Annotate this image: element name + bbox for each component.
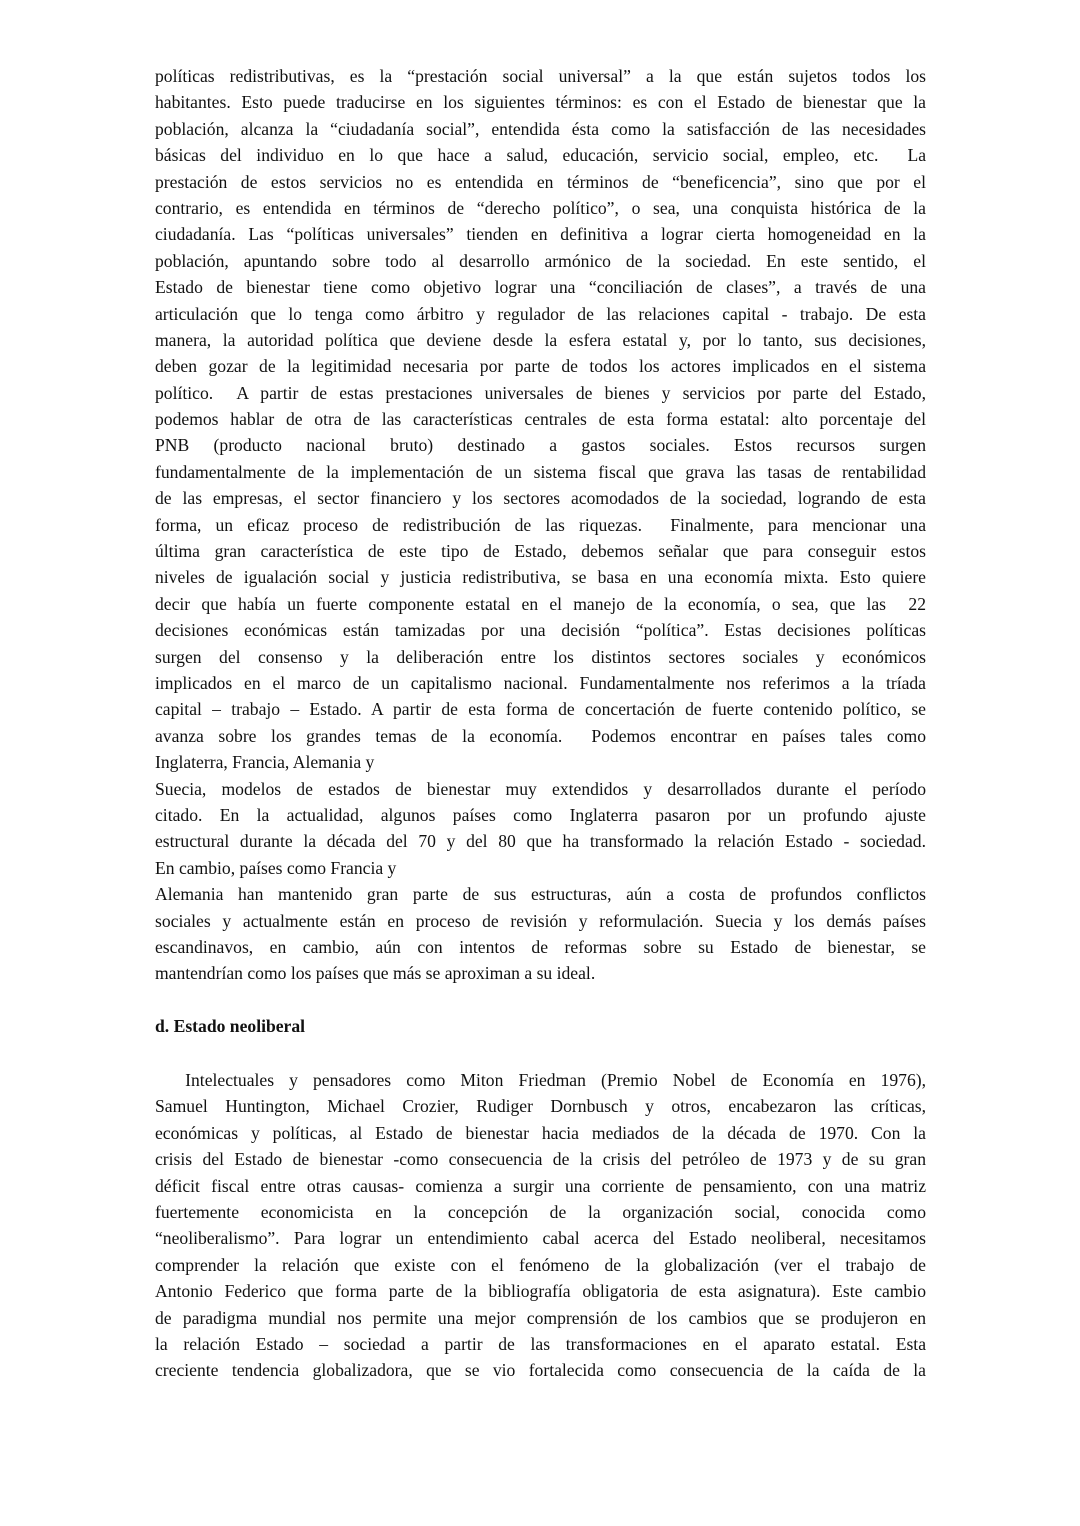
text-line: fuertemente economicista en la concepción de la organización social, conocida como (155, 1201, 926, 1222)
text-line: comprender la relación que existe con el fenómeno de la globalización (ver el trabajo de (155, 1254, 926, 1275)
text-line: decir que había un fuerte componente estatal en el manejo de la economía, o sea, que las 22 (155, 593, 926, 614)
text-line: de paradigma mundial nos permite una mejor comprensión de los cambios que se produjeron en (155, 1307, 926, 1328)
text-line: podemos hablar de otra de las características centrales de esta forma estatal: alto porcentaje del (155, 409, 926, 430)
text-line: Alemania han mantenido gran parte de sus estructuras, aún a costa de profundos conflictos (155, 884, 926, 905)
text-line: articulación que lo tenga como árbitro y regulador de las relaciones capital - trabajo. De esta (155, 303, 926, 324)
text-line: habitantes. Esto puede traducirse en los siguientes términos: es con el Estado de bienestar que la (155, 92, 926, 113)
text-line: última gran característica de este tipo de Estado, debemos señalar que para conseguir estos (155, 541, 926, 562)
text-line: “neoliberalismo”. Para lograr un entendimiento cabal acerca del Estado neoliberal, necesitamos (155, 1228, 926, 1249)
text-line: citado. En la actualidad, algunos países como Inglaterra pasaron por un profundo ajuste (155, 804, 926, 825)
text-line: Samuel Huntington, Michael Crozier, Rudiger Dornbusch y otros, encabezaron las críticas, (155, 1096, 926, 1117)
text-line: la relación Estado – sociedad a partir de las transformaciones en el aparato estatal. Esta (155, 1333, 926, 1354)
text-line: capital – trabajo – Estado. A partir de esta forma de concertación de fuerte contenido político, se (155, 699, 926, 720)
text-line: avanza sobre los grandes temas de la economía. Podemos encontrar en países tales como (155, 725, 926, 746)
text-line: mantendrían como los países que más se aproximan a su ideal. (155, 963, 596, 984)
text-line: ciudadanía. Las “políticas universales” tienden en definitiva a lograr cierta homogeneidad en la (155, 224, 926, 245)
text-line: Antonio Federico que forma parte de la bibliografía obligatoria de esta asignatura). Este cambio (155, 1281, 926, 1302)
text-line: deben gozar de la legitimidad necesaria por parte de todos los actores implicados en el sistema (155, 356, 926, 377)
text-line: escandinavos, en cambio, aún con intentos de reformas sobre su Estado de bienestar, se (155, 936, 926, 957)
text-line: población, alcanza la “ciudadanía social”, entendida ésta como la satisfacción de las necesidades (155, 118, 926, 139)
text-line: crisis del Estado de bienestar -como consecuencia de la crisis del petróleo de 1973 y de su gran (155, 1149, 926, 1170)
text-line: En cambio, países como Francia y (155, 857, 397, 878)
text-line: surgen del consenso y la deliberación entre los distintos sectores sociales y económicos (155, 646, 926, 667)
text-line: población, apuntando sobre todo al desarrollo armónico de la sociedad. En este sentido, el (155, 250, 926, 271)
text-line: forma, un eficaz proceso de redistribución de las riquezas. Finalmente, para mencionar una (155, 514, 926, 535)
text-line: económicas y políticas, al Estado de bienestar hacia mediados de la década de 1970. Con la (155, 1122, 926, 1143)
text-line: Suecia, modelos de estados de bienestar muy extendidos y desarrollados durante el período (155, 778, 926, 799)
text-line: fundamentalmente de la implementación de un sistema fiscal que grava las tasas de rentabilidad (155, 461, 926, 482)
text-line: creciente tendencia globalizadora, que se vio fortalecida como consecuencia de la caída de la (155, 1360, 926, 1381)
text-line: contrario, es entendida en términos de “derecho político”, o sea, una conquista histórica de la (155, 197, 926, 218)
text-line: déficit fiscal entre otras causas- comienza a surgir una corriente de pensamiento, con una matriz (155, 1175, 926, 1196)
text-line: políticas redistributivas, es la “prestación social universal” a la que están sujetos todos los (155, 66, 926, 86)
paragraph-neoliberal-state (155, 1067, 926, 1384)
text-line: implicados en el marco de un capitalismo nacional. Fundamentalmente nos referimos a la tríada (155, 672, 926, 693)
text-line: Estado de bienestar tiene como objetivo lograr una “conciliación de clases”, a través de una (155, 277, 926, 298)
text-line: de las empresas, el sector financiero y los sectores acomodados de la sociedad, logrando de esta (155, 488, 926, 509)
text-line: sociales y actualmente están en proceso de revisión y reformulación. Suecia y los demás países (155, 910, 926, 931)
text-line: niveles de igualación social y justicia redistributiva, se basa en una economía mixta. Esto quiere (155, 567, 926, 588)
text-line: básicas del individuo en lo que hace a salud, educación, servicio social, empleo, etc. La (155, 145, 926, 166)
text-line: Inglaterra, Francia, Alemania y (155, 752, 375, 773)
paragraph-welfare-state (155, 63, 926, 987)
text-line: PNB (producto nacional bruto) destinado a gastos sociales. Estos recursos surgen (155, 435, 926, 456)
text-line: político. A partir de estas prestaciones universales de bienes y servicios por parte del Estado, (155, 382, 926, 403)
text-line: manera, la autoridad política que deviene desde la esfera estatal y, por lo tanto, sus decisiones, (155, 329, 926, 350)
text-line: prestación de estos servicios no es entendida en términos de “beneficencia”, sino que por el (155, 171, 926, 192)
text-line: estructural durante la década del 70 y del 80 que ha transformado la relación Estado - sociedad. (155, 831, 926, 852)
text-line: Intelectuales y pensadores como Miton Friedman (Premio Nobel de Economía en 1976), (155, 1070, 926, 1090)
text-line: decisiones económicas están tamizadas por una decisión “política”. Estas decisiones políticas (155, 620, 926, 641)
section-heading: d. Estado neoliberal (155, 1016, 306, 1036)
